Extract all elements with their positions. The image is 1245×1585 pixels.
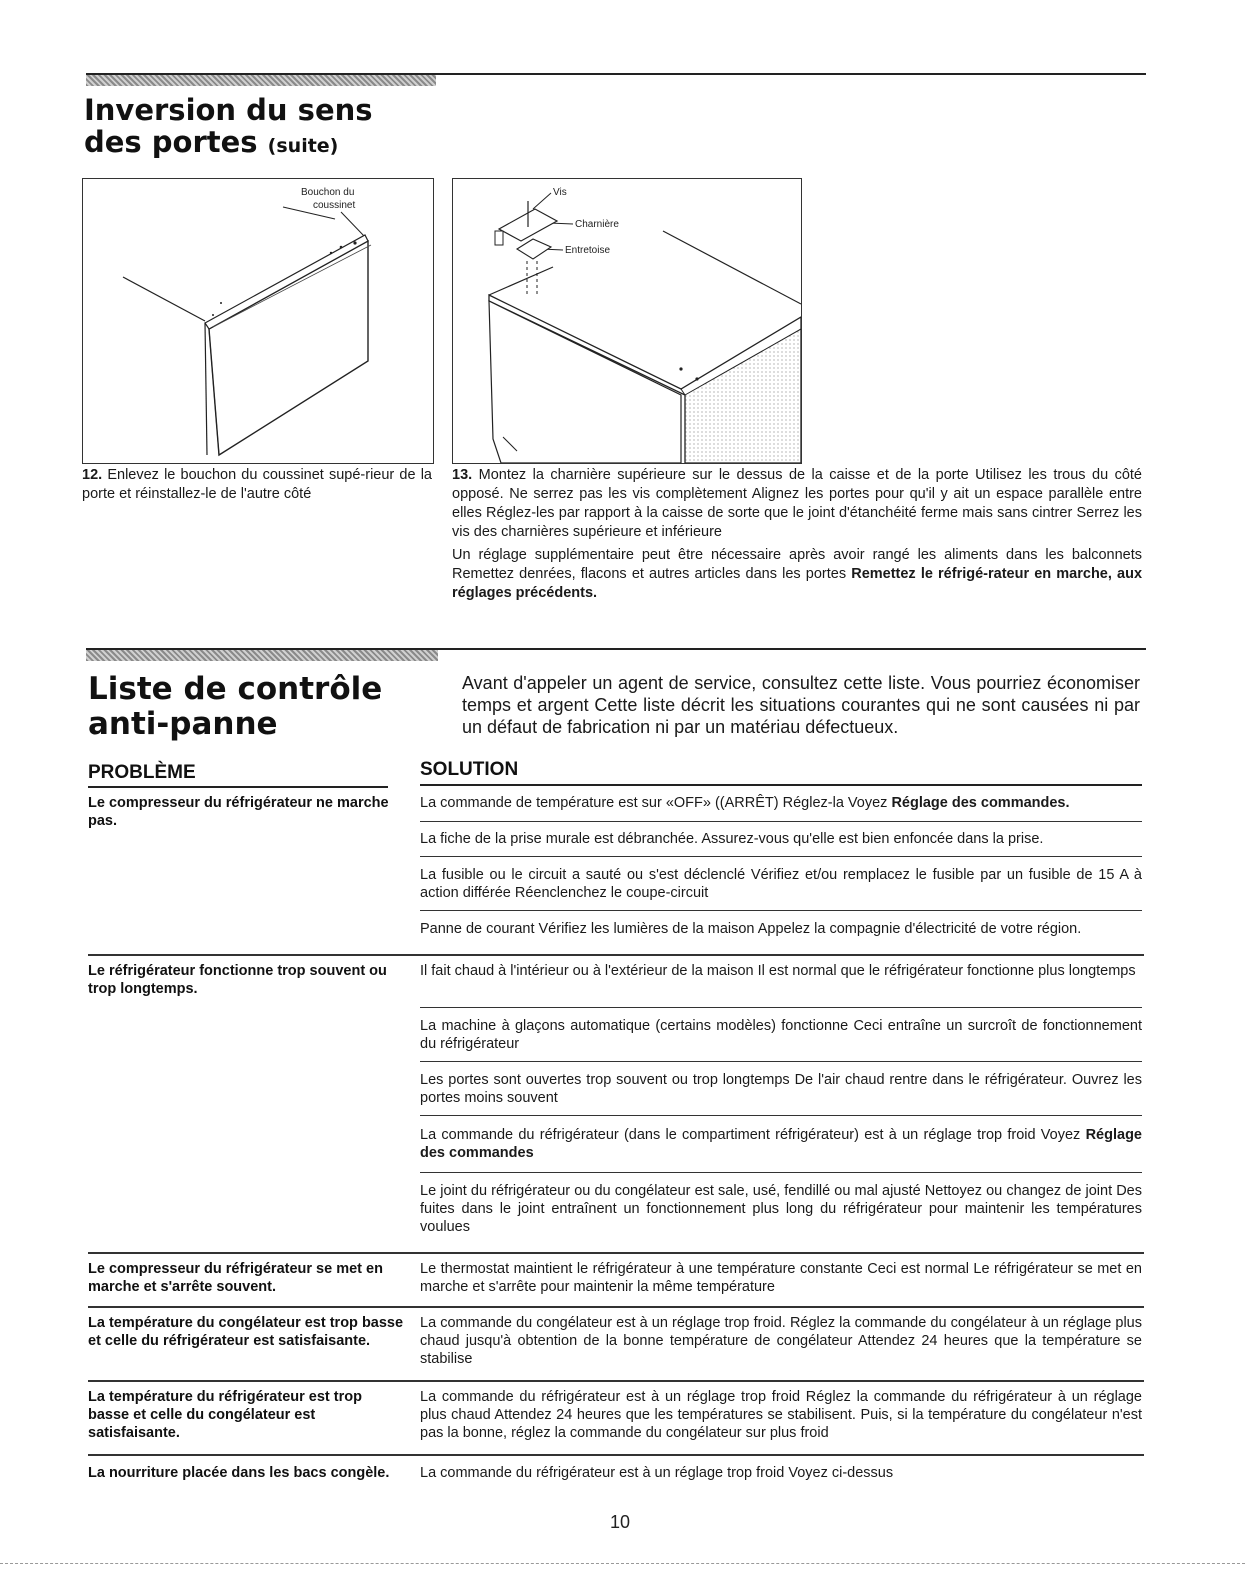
title2-line-2: anti-panne bbox=[88, 705, 278, 742]
section-title-door-reversal bbox=[84, 94, 373, 159]
solution-cell: La commande du congélateur est à un réglage trop froid. Réglez la commande du congélateur à un réglage plus chaud jusqu'à obtention de la bonne température de congélateur Attendez 24 heures que la température se stabilise bbox=[420, 1315, 1142, 1367]
step-12-caption bbox=[82, 466, 432, 504]
title-line-2 bbox=[84, 126, 373, 158]
column-header-rule-problem bbox=[88, 786, 388, 788]
troubleshooting-intro bbox=[462, 672, 1140, 738]
step-13-para2-text: Un réglage supplémentaire peut être nécessaire après avoir rangé les aliments dans les balconnets Remettez denrées, flacons et autres articles dans les portes bbox=[452, 547, 1142, 582]
section-divider-pattern-2 bbox=[86, 649, 438, 661]
title-line-2-text: des portes bbox=[84, 125, 258, 160]
solution-rule bbox=[420, 1172, 1142, 1173]
solution-cell: Le thermostat maintient le réfrigérateur à une température constante Ceci est normal Le réfrigérateur se met en marche et s'arrête pour maintenir la même température bbox=[420, 1261, 1142, 1295]
solution-rule bbox=[420, 1007, 1142, 1008]
section-top-rule bbox=[86, 73, 1146, 75]
row-divider bbox=[88, 1306, 1144, 1308]
table-row bbox=[88, 1260, 1144, 1310]
step-13-text: Montez la charnière supérieure sur le dessus de la caisse et de la porte Utilisez les trous du côté opposé. Ne serrez pas les vis complètement Alignez les portes pour qu'il y ait un espace parallèle entre elles Réglez-les par rapport à la caisse de sorte que le joint d'étanchéité ferme mais sans cintrer Serrez les vis des charnières supérieure et inférieure bbox=[452, 467, 1142, 540]
problem-cell: Le compresseur du réfrigérateur ne marche pas. bbox=[88, 795, 389, 829]
solution-cell bbox=[420, 794, 1142, 812]
solution-cell: Le joint du réfrigérateur ou du congélateur est sale, usé, fendillé ou mal ajusté Nettoyez ou changez de joint Des fuites dans le joint entraînent un fonctionnement plus long du réfrigérateur pour maintenir les températures voulues bbox=[420, 1183, 1142, 1235]
solution-cell: La fiche de la prise murale est débranchée. Assurez-vous qu'elle est bien enfoncée dans la prise. bbox=[420, 831, 1044, 847]
solution-text: La commande de température est sur «OFF» ((ARRÊT) Réglez-la Voyez bbox=[420, 795, 888, 811]
step-12-number: 12. bbox=[82, 467, 103, 483]
title-suffix: (suite) bbox=[267, 135, 339, 158]
table-row bbox=[88, 794, 1144, 954]
solution-cell: Les portes sont ouvertes trop souvent ou trop longtemps De l'air chaud rentre dans le réfrigérateur. Ouvrez les portes moins souvent bbox=[420, 1072, 1142, 1106]
problem-cell: La température du réfrigérateur est trop basse et celle du congélateur est satisfaisante. bbox=[88, 1389, 362, 1441]
solution-text: La commande du réfrigérateur (dans le compartiment réfrigérateur) est à un réglage trop froid Voyez bbox=[420, 1127, 1081, 1143]
solution-rule bbox=[420, 1061, 1142, 1062]
label-plug-line2: coussinet bbox=[313, 200, 356, 211]
row-divider bbox=[88, 1454, 1144, 1456]
solution-cell: La commande du réfrigérateur est à un réglage trop froid Réglez la commande du réfrigérateur à un réglage plus chaud Attendez 24 heures que les températures se stabilisent. Puis, si la température du congélateur n'est pas la bonne, réglez la commande du congélateur sur plus froid bbox=[420, 1389, 1142, 1441]
solution-cell: Il fait chaud à l'intérieur ou à l'extérieur de la maison Il est normal que le réfrigérateur fonctionne plus longtemps bbox=[420, 963, 1136, 979]
title2-line-1: Liste de contrôle bbox=[88, 671, 383, 707]
column-header-solution: SOLUTION bbox=[420, 759, 519, 780]
table-row bbox=[88, 1388, 1144, 1454]
intro-text: Avant d'appeler un agent de service, consultez cette liste. Vous pourriez économiser temps et argent Cette liste décrit les situations courantes qui ne sont causées ni par un défaut de fabrication ni par un matériau défectueux. bbox=[462, 673, 1140, 737]
solution-cell: La fusible ou le circuit a sauté ou s'est déclenclé Vérifiez et/ou remplacez le fusible par un fusible de 15 A à action différée Réenclenchez le coupe-circuit bbox=[420, 867, 1142, 901]
problem-cell: La température du congélateur est trop basse et celle du réfrigérateur est satisfaisante. bbox=[88, 1315, 404, 1349]
solution-rule bbox=[420, 821, 1142, 822]
solution-cell: La commande du réfrigérateur est à un réglage trop froid Voyez ci-dessus bbox=[420, 1465, 894, 1481]
step-13-paragraph-2 bbox=[452, 546, 1142, 603]
step-13-para2-bold: Remettez le réfrigé-rateur en marche, aux réglages précédents. bbox=[452, 566, 1143, 601]
figure-hinge-mount bbox=[452, 178, 802, 464]
section-divider-pattern bbox=[86, 74, 436, 86]
solution-bold: Réglage des commandes bbox=[420, 1127, 1142, 1161]
problem-cell: La nourriture placée dans les bacs congèle. bbox=[88, 1465, 390, 1481]
label-hinge: Charnière bbox=[575, 219, 619, 230]
column-header-problem: PROBLÈME bbox=[88, 762, 196, 783]
problem-cell: Le compresseur du réfrigérateur se met en marche et s'arrête souvent. bbox=[88, 1261, 383, 1295]
table-row bbox=[88, 1314, 1144, 1380]
solution-cell: La machine à glaçons automatique (certains modèles) fonctionne Ceci entraîne un surcroît de fonctionnement du réfrigérateur bbox=[420, 1018, 1142, 1052]
figure-door-plug bbox=[82, 178, 434, 464]
label-screw: Vis bbox=[553, 187, 567, 198]
row-divider bbox=[88, 954, 1144, 956]
row-divider bbox=[88, 1380, 1144, 1382]
section-2-top-rule bbox=[86, 648, 1146, 650]
step-13-number: 13. bbox=[452, 467, 473, 483]
problem-cell: Le réfrigérateur fonctionne trop souvent ou trop longtemps. bbox=[88, 963, 387, 997]
solution-rule bbox=[420, 1115, 1142, 1116]
section-title-troubleshooting bbox=[88, 672, 382, 741]
hinge-mount-illustration bbox=[453, 179, 801, 463]
table-row bbox=[88, 1464, 1144, 1508]
step-13-caption bbox=[452, 466, 1142, 542]
door-plug-illustration bbox=[83, 179, 433, 463]
solution-bold: Réglage des commandes. bbox=[891, 795, 1070, 811]
solution-cell: Panne de courant Vérifiez les lumières de la maison Appelez la compagnie d'électricité de votre région. bbox=[420, 921, 1082, 937]
step-12-text: Enlevez le bouchon du coussinet supé-rieur de la porte et réinstallez-le de l'autre côté bbox=[82, 467, 432, 502]
page-number: 10 bbox=[609, 1512, 631, 1532]
solution-cell bbox=[420, 1126, 1142, 1162]
label-plug-line1: Bouchon du bbox=[301, 187, 355, 198]
label-spacer: Entretoise bbox=[565, 245, 611, 256]
column-header-rule-solution bbox=[420, 784, 1142, 786]
table-row bbox=[88, 962, 1144, 1252]
title-line-1: Inversion du sens bbox=[84, 93, 373, 127]
row-divider bbox=[88, 1252, 1144, 1254]
solution-rule bbox=[420, 856, 1142, 857]
solution-rule bbox=[420, 910, 1142, 911]
page-bottom-edge bbox=[0, 1563, 1245, 1564]
